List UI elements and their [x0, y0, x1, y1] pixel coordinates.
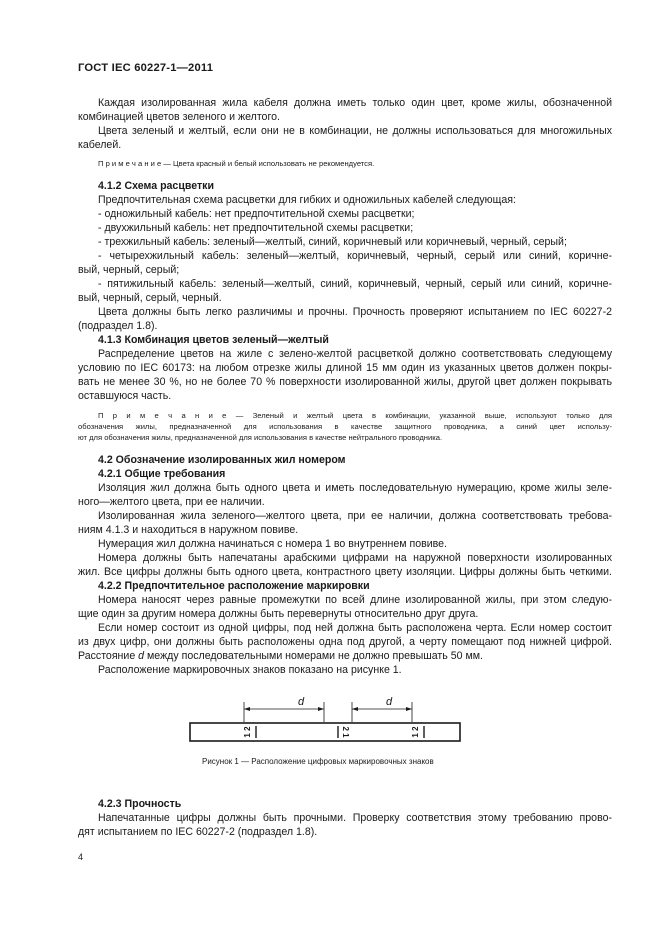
section-heading-4-2: 4.2 Обозначение изолированных жил номером [98, 454, 346, 466]
figure-caption: Рисунок 1 — Расположение цифровых маркировочных знаков [202, 757, 434, 766]
paragraph-line: ного—желтого цвета, при ее наличии. [78, 496, 265, 508]
note [98, 158, 374, 169]
section-heading-4-1-2: 4.1.2 Схема расцветки [98, 180, 214, 192]
list-item-continuation: вый, черный, серый, черный. [78, 292, 222, 304]
list-item-continuation: вый, черный, серый; [78, 264, 180, 276]
arrowhead [318, 707, 324, 711]
paragraph-line: Номера наносят через равные промежутки по всей длине изолированной жилы, при этом следую- [98, 594, 612, 606]
paragraph-line: Распределение цветов на жиле с зелено-желтой расцветкой должно соответствовать следующему [98, 348, 612, 360]
paragraph-line: комбинацией цветов зеленого и желтого. [78, 111, 280, 123]
paragraph-line: Если номер состоит из одной цифры, под ней должна быть расположена черта. Если номер состоит [98, 622, 612, 634]
page-number: 4 [78, 852, 84, 862]
note-line: ют для обозначения жилы, предназначенной для использования в качестве нейтрального проводника. [78, 433, 443, 442]
paragraph-line: оставшуюся часть. [78, 390, 172, 402]
document-header: ГОСТ IEC 60227-1—2011 [78, 62, 214, 74]
paragraph-line: вать не менее 30 %, но не более 70 % поверхности изолированной жилы, другой цвет должен покрывать [78, 376, 612, 388]
conductor-number-mark: 2 1 [340, 726, 350, 738]
arrowhead [406, 707, 412, 711]
arrowhead [244, 707, 250, 711]
note-text: — Цвета красный и белый использовать не рекомендуется. [161, 159, 375, 168]
paragraph-line: Изоляция жил должна быть одного цвета и иметь последовательную нумерацию, кроме жилы зеле- [98, 482, 612, 494]
list-item: - трехжильный кабель: зеленый—желтый, синий, коричневый или коричневый, черный, серый; [98, 236, 567, 248]
distance-symbol: d [138, 650, 145, 662]
section-heading-4-2-1: 4.2.1 Общие требования [98, 468, 226, 480]
section-heading-4-1-3: 4.1.3 Комбинация цветов зеленый—желтый [98, 334, 329, 346]
paragraph-line: Каждая изолированная жила кабеля должна иметь только один цвет, кроме жилы, обозначенной [98, 97, 612, 109]
text-run: Расстояние [78, 650, 139, 662]
paragraph-line: Номера должны быть напечатаны арабскими цифрами на наружной поверхности изолированных [98, 552, 612, 564]
conductor-number-mark: 1 2 [411, 726, 421, 738]
note-line: обозначения жилы, предназначенной для использования в качестве защитного проводника, а синий цвет использу- [78, 422, 612, 431]
note [98, 410, 612, 421]
arrowhead [352, 707, 358, 711]
paragraph-line: дят испытанием по IEC 60227-2 (подраздел 1.8). [78, 826, 318, 838]
paragraph-line [78, 649, 483, 663]
dimension-label: d [386, 696, 393, 708]
text-run: между последовательными номерами не должно превышать 50 мм. [144, 650, 483, 662]
paragraph-line: жил. Все цифры должны быть одного цвета, контрастного цвету изоляции. Цифры должны быть четкими. [78, 566, 612, 578]
section-heading-4-2-3: 4.2.3 Прочность [98, 798, 182, 810]
paragraph-line: Расположение маркировочных знаков показано на рисунке 1. [98, 664, 402, 676]
paragraph-line: Напечатанные цифры должны быть прочными. Проверку соответствия этому требованию прово- [98, 812, 612, 824]
paragraph-line: Нумерация жил должна начинаться с номера 1 во внутреннем повиве. [98, 538, 447, 550]
paragraph-line: из двух цифр, они должны быть расположены одна под другой, а черту помещают под нижней цифрой. [78, 636, 612, 648]
paragraph-line: Цвета должны быть легко различимы и прочны. Прочность проверяют испытанием по IEC 60227-2 [98, 306, 612, 318]
list-item: - одножильный кабель: нет предпочтительной схемы расцветки; [98, 208, 415, 220]
conductor-number-mark: 1 2 [243, 726, 253, 738]
figure-1-diagram [180, 690, 470, 750]
list-item: - четырехжильный кабель: зеленый—желтый, коричневый, черный, серый или синий, коричне- [98, 250, 612, 262]
paragraph-line: Изолированная жила зеленого—желтого цвета, при ее наличии, должна соответствовать требова- [98, 510, 612, 522]
note-label: П р и м е ч а н и е [98, 411, 227, 420]
paragraph-line: кабелей. [78, 139, 122, 151]
paragraph-line: щие один за другим номера должны быть перевернуты относительно друг друга. [78, 608, 479, 620]
paragraph-line: Предпочтительная схема расцветки для гибких и одножильных кабелей следующая: [98, 194, 516, 206]
note-text: — Зеленый и желтый цвета в комбинации, указанной выше, используют только для [226, 411, 612, 420]
list-item: - двухжильный кабель: нет предпочтительной схемы расцветки; [98, 222, 414, 234]
paragraph-line: ниям 4.1.3 и находиться в наружном повиве. [78, 524, 299, 536]
dimension-label: d [298, 696, 305, 708]
paragraph-line: условию по IEC 60173: на любом отрезке жилы длиной 15 мм один из указанных цветов должен покры- [78, 362, 612, 374]
paragraph-line: (подраздел 1.8). [78, 320, 158, 332]
section-heading-4-2-2: 4.2.2 Предпочтительное расположение маркировки [98, 580, 370, 592]
note-label: П р и м е ч а н и е [98, 159, 162, 168]
list-item: - пятижильный кабель: зеленый—желтый, синий, коричневый, черный, серый или синий, коричне- [98, 278, 612, 290]
paragraph-line: Цвета зеленый и желтый, если они не в комбинации, не должны использоваться для многожильных [98, 125, 612, 137]
